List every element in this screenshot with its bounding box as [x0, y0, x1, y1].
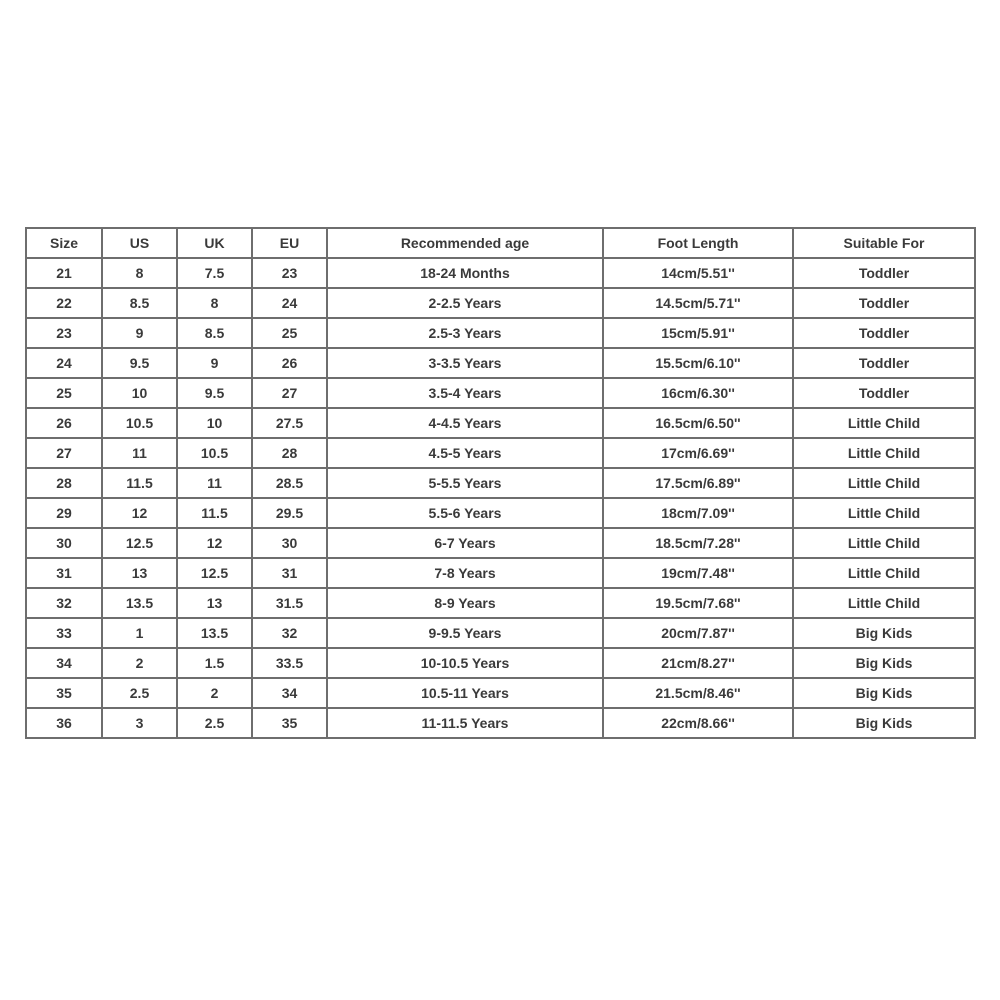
- cell-size: 22: [26, 288, 102, 318]
- column-header-size: Size: [26, 228, 102, 258]
- cell-foot-length: 17.5cm/6.89'': [603, 468, 793, 498]
- cell-us: 12.5: [102, 528, 177, 558]
- table-row: [26, 348, 975, 378]
- cell-recommended-age: 5.5-6 Years: [327, 498, 603, 528]
- cell-size: 28: [26, 468, 102, 498]
- cell-uk: 10.5: [177, 438, 252, 468]
- table-row: [26, 708, 975, 738]
- column-header-uk: UK: [177, 228, 252, 258]
- table-row: [26, 408, 975, 438]
- cell-suitable-for: Big Kids: [793, 708, 975, 738]
- header-row: [26, 228, 975, 258]
- cell-foot-length: 16cm/6.30'': [603, 378, 793, 408]
- table-row: [26, 468, 975, 498]
- cell-suitable-for: Big Kids: [793, 648, 975, 678]
- cell-us: 13: [102, 558, 177, 588]
- table-row: [26, 678, 975, 708]
- cell-eu: 28.5: [252, 468, 327, 498]
- table-row: [26, 438, 975, 468]
- size-chart-table: [25, 227, 976, 739]
- cell-recommended-age: 3-3.5 Years: [327, 348, 603, 378]
- cell-suitable-for: Toddler: [793, 348, 975, 378]
- cell-foot-length: 15cm/5.91'': [603, 318, 793, 348]
- cell-eu: 29.5: [252, 498, 327, 528]
- cell-foot-length: 14cm/5.51'': [603, 258, 793, 288]
- cell-size: 36: [26, 708, 102, 738]
- cell-uk: 8.5: [177, 318, 252, 348]
- cell-uk: 11: [177, 468, 252, 498]
- cell-size: 30: [26, 528, 102, 558]
- cell-us: 8: [102, 258, 177, 288]
- cell-suitable-for: Big Kids: [793, 678, 975, 708]
- cell-us: 13.5: [102, 588, 177, 618]
- column-header-us: US: [102, 228, 177, 258]
- cell-us: 9.5: [102, 348, 177, 378]
- cell-eu: 24: [252, 288, 327, 318]
- cell-us: 12: [102, 498, 177, 528]
- cell-recommended-age: 9-9.5 Years: [327, 618, 603, 648]
- table-row: [26, 378, 975, 408]
- cell-eu: 31: [252, 558, 327, 588]
- cell-size: 29: [26, 498, 102, 528]
- cell-foot-length: 14.5cm/5.71'': [603, 288, 793, 318]
- cell-recommended-age: 11-11.5 Years: [327, 708, 603, 738]
- cell-size: 26: [26, 408, 102, 438]
- cell-suitable-for: Little Child: [793, 558, 975, 588]
- cell-us: 10.5: [102, 408, 177, 438]
- cell-foot-length: 18.5cm/7.28'': [603, 528, 793, 558]
- column-header-foot-length: Foot Length: [603, 228, 793, 258]
- cell-suitable-for: Little Child: [793, 498, 975, 528]
- cell-us: 11.5: [102, 468, 177, 498]
- cell-suitable-for: Little Child: [793, 588, 975, 618]
- cell-recommended-age: 6-7 Years: [327, 528, 603, 558]
- cell-recommended-age: 8-9 Years: [327, 588, 603, 618]
- cell-eu: 28: [252, 438, 327, 468]
- cell-foot-length: 19cm/7.48'': [603, 558, 793, 588]
- cell-uk: 9: [177, 348, 252, 378]
- table-header: [26, 228, 975, 258]
- cell-size: 34: [26, 648, 102, 678]
- cell-suitable-for: Little Child: [793, 438, 975, 468]
- cell-recommended-age: 7-8 Years: [327, 558, 603, 588]
- table-row: [26, 528, 975, 558]
- cell-us: 11: [102, 438, 177, 468]
- cell-foot-length: 15.5cm/6.10'': [603, 348, 793, 378]
- cell-recommended-age: 4.5-5 Years: [327, 438, 603, 468]
- cell-size: 21: [26, 258, 102, 288]
- cell-uk: 10: [177, 408, 252, 438]
- cell-eu: 32: [252, 618, 327, 648]
- cell-suitable-for: Toddler: [793, 258, 975, 288]
- cell-size: 24: [26, 348, 102, 378]
- cell-suitable-for: Toddler: [793, 288, 975, 318]
- cell-uk: 8: [177, 288, 252, 318]
- cell-recommended-age: 10.5-11 Years: [327, 678, 603, 708]
- cell-foot-length: 16.5cm/6.50'': [603, 408, 793, 438]
- cell-uk: 2.5: [177, 708, 252, 738]
- cell-suitable-for: Toddler: [793, 378, 975, 408]
- cell-size: 35: [26, 678, 102, 708]
- table-body: [26, 258, 975, 738]
- cell-size: 27: [26, 438, 102, 468]
- cell-foot-length: 19.5cm/7.68'': [603, 588, 793, 618]
- cell-suitable-for: Big Kids: [793, 618, 975, 648]
- cell-suitable-for: Little Child: [793, 468, 975, 498]
- cell-us: 8.5: [102, 288, 177, 318]
- cell-eu: 27.5: [252, 408, 327, 438]
- cell-uk: 12.5: [177, 558, 252, 588]
- cell-size: 33: [26, 618, 102, 648]
- cell-size: 25: [26, 378, 102, 408]
- table-row: [26, 618, 975, 648]
- cell-uk: 13: [177, 588, 252, 618]
- cell-eu: 34: [252, 678, 327, 708]
- table-row: [26, 318, 975, 348]
- cell-size: 23: [26, 318, 102, 348]
- cell-uk: 1.5: [177, 648, 252, 678]
- cell-recommended-age: 10-10.5 Years: [327, 648, 603, 678]
- cell-foot-length: 17cm/6.69'': [603, 438, 793, 468]
- cell-recommended-age: 5-5.5 Years: [327, 468, 603, 498]
- cell-eu: 30: [252, 528, 327, 558]
- table-row: [26, 588, 975, 618]
- cell-eu: 26: [252, 348, 327, 378]
- cell-size: 32: [26, 588, 102, 618]
- cell-suitable-for: Little Child: [793, 408, 975, 438]
- cell-uk: 11.5: [177, 498, 252, 528]
- cell-uk: 13.5: [177, 618, 252, 648]
- column-header-eu: EU: [252, 228, 327, 258]
- cell-uk: 2: [177, 678, 252, 708]
- cell-foot-length: 18cm/7.09'': [603, 498, 793, 528]
- cell-us: 10: [102, 378, 177, 408]
- cell-uk: 7.5: [177, 258, 252, 288]
- table-row: [26, 258, 975, 288]
- table-row: [26, 648, 975, 678]
- column-header-suitable-for: Suitable For: [793, 228, 975, 258]
- cell-foot-length: 20cm/7.87'': [603, 618, 793, 648]
- cell-us: 1: [102, 618, 177, 648]
- table-row: [26, 558, 975, 588]
- cell-recommended-age: 2.5-3 Years: [327, 318, 603, 348]
- cell-recommended-age: 3.5-4 Years: [327, 378, 603, 408]
- table-row: [26, 498, 975, 528]
- cell-eu: 25: [252, 318, 327, 348]
- cell-eu: 23: [252, 258, 327, 288]
- cell-eu: 33.5: [252, 648, 327, 678]
- cell-size: 31: [26, 558, 102, 588]
- cell-us: 9: [102, 318, 177, 348]
- cell-us: 3: [102, 708, 177, 738]
- cell-uk: 12: [177, 528, 252, 558]
- cell-uk: 9.5: [177, 378, 252, 408]
- cell-suitable-for: Little Child: [793, 528, 975, 558]
- cell-foot-length: 21cm/8.27'': [603, 648, 793, 678]
- cell-recommended-age: 4-4.5 Years: [327, 408, 603, 438]
- cell-foot-length: 22cm/8.66'': [603, 708, 793, 738]
- table-row: [26, 288, 975, 318]
- cell-us: 2: [102, 648, 177, 678]
- cell-foot-length: 21.5cm/8.46'': [603, 678, 793, 708]
- cell-recommended-age: 2-2.5 Years: [327, 288, 603, 318]
- column-header-recommended-age: Recommended age: [327, 228, 603, 258]
- cell-eu: 27: [252, 378, 327, 408]
- cell-eu: 31.5: [252, 588, 327, 618]
- cell-suitable-for: Toddler: [793, 318, 975, 348]
- cell-recommended-age: 18-24 Months: [327, 258, 603, 288]
- cell-eu: 35: [252, 708, 327, 738]
- cell-us: 2.5: [102, 678, 177, 708]
